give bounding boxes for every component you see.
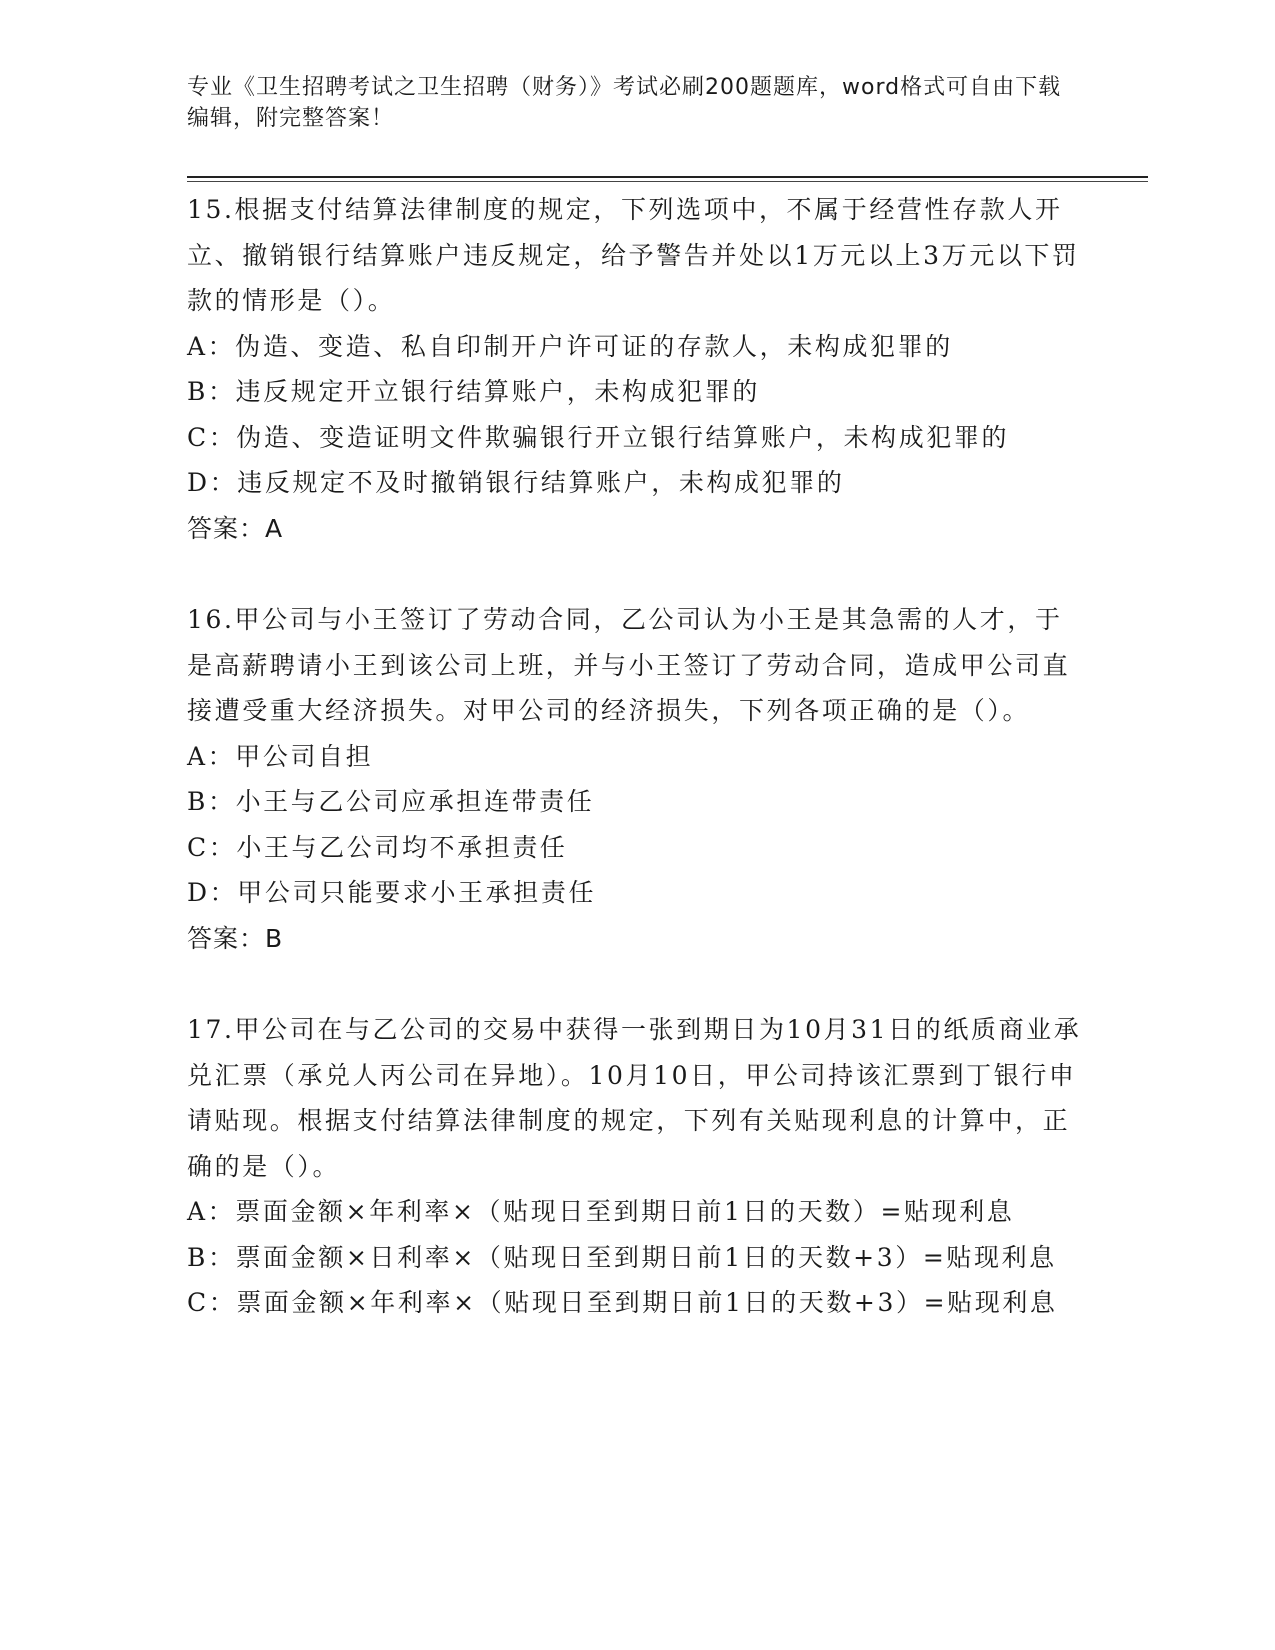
option-b: B：违反规定开立银行结算账户，未构成犯罪的 <box>187 377 760 406</box>
answer: 答案：A <box>187 513 284 543</box>
option-c: C：小王与乙公司均不承担责任 <box>187 832 568 862</box>
question-stem: 17.甲公司在与乙公司的交易中获得一张到期日为10月31日的纸质商业承兑汇票（承兑人丙公司在异地）。10月10日，甲公司持该汇票到丁银行申请贴现。根据支付结算法律制度的规定，下列有关贴现利息的计算中，正确的是（）。 <box>187 1015 1082 1181</box>
answer: 答案：B <box>187 923 284 953</box>
question-spacer <box>187 551 1087 597</box>
option-a: A：甲公司自担 <box>187 741 374 771</box>
document-header: 专业《卫生招聘考试之卫生招聘（财务）》考试必刷200题题库，word格式可自由下载编辑，附完整答案！ <box>187 75 1062 131</box>
header-divider-thin <box>187 181 1148 182</box>
option-d: D：甲公司只能要求小王承担责任 <box>187 878 597 907</box>
option-c: C：伪造、变造证明文件欺骗银行开立银行结算账户，未构成犯罪的 <box>187 422 1010 452</box>
question-list <box>187 187 1087 1326</box>
option-b: B：票面金额×日利率×（贴现日至到期日前1日的天数+3）=贴现利息 <box>187 1242 1057 1272</box>
question-15 <box>187 187 1087 551</box>
question-stem: 15.根据支付结算法律制度的规定，下列选项中，不属于经营性存款人开立、撤销银行结算账户违反规定，给予警告并处以1万元以上3万元以下罚款的情形是（）。 <box>187 195 1080 315</box>
question-17 <box>187 1007 1087 1326</box>
header-divider-thick <box>187 176 1148 178</box>
question-16 <box>187 597 1087 961</box>
question-spacer <box>187 961 1087 1007</box>
question-stem: 16.甲公司与小王签订了劳动合同，乙公司认为小王是其急需的人才，于是高薪聘请小王到该公司上班，并与小王签订了劳动合同，造成甲公司直接遭受重大经济损失。对甲公司的经济损失，下列各项正确的是（）。 <box>187 605 1071 725</box>
option-d: D：违反规定不及时撤销银行结算账户，未构成犯罪的 <box>187 468 845 497</box>
option-c: C：票面金额×年利率×（贴现日至到期日前1日的天数+3）=贴现利息 <box>187 1288 1058 1317</box>
option-a: A：伪造、变造、私自印制开户许可证的存款人，未构成犯罪的 <box>187 331 953 361</box>
option-b: B：小王与乙公司应承担连带责任 <box>187 787 595 816</box>
option-a: A：票面金额×年利率×（贴现日至到期日前1日的天数）=贴现利息 <box>187 1197 1015 1226</box>
